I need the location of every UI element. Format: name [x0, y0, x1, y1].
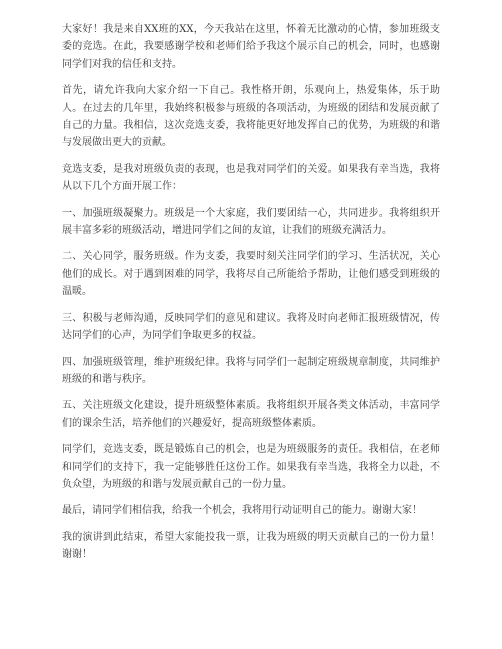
paragraph-point-3: 三、积极与老师沟通，反映同学们的意见和建议。我将及时向老师汇报班级情况，传达同学们的心声，为同学们争取更多的权益。 — [62, 312, 440, 342]
paragraph-greeting: 大家好！我是来自XX班的XX，今天我站在这里，怀着无比激动的心情，参加班级支委的竞选。在此，我要感谢学校和老师们给予我这个展示自己的机会，同时，也感谢同学们对我的信任和支持。 — [62, 24, 440, 70]
paragraph-self-introduction: 首先，请允许我向大家介绍一下自己。我性格开朗，乐观向上，热爱集体，乐于助人。在过去的几年里，我始终积极参与班级的各项活动，为班级的团结和发展贡献了自己的力量。我相信，这次竞选支委，我将能更好地发挥自己的优势，为班级的和谐与发展做出更大的贡献。 — [62, 85, 440, 149]
paragraph-commitment: 同学们，竞选支委，既是锻炼自己的机会，也是为班级服务的责任。我相信，在老师和同学们的支持下，我一定能够胜任这份工作。如果我有幸当选，我将全力以赴，不负众望，为班级的和谐与发展贡献自己的一份力量。 — [62, 444, 440, 490]
paragraph-point-1: 一、加强班级凝聚力。班级是一个大家庭，我们要团结一心，共同进步。我将组织开展丰富多彩的班级活动，增进同学们之间的友谊，让我们的班级充满活力。 — [62, 207, 440, 237]
paragraph-motivation: 竞选支委，是我对班级负责的表现，也是我对同学们的关爱。如果我有幸当选，我将从以下几个方面开展工作： — [62, 163, 440, 193]
paragraph-point-2: 二、关心同学，服务班级。作为支委，我要时刻关注同学们的学习、生活状况，关心他们的成长。对于遇到困难的同学，我将尽自己所能给予帮助，让他们感受到班级的温暖。 — [62, 251, 440, 298]
paragraph-point-4: 四、加强班级管理，维护班级纪律。我将与同学们一起制定班级规章制度，共同维护班级的和谐与秩序。 — [62, 356, 440, 385]
paragraph-thanks: 我的演讲到此结束，希望大家能投我一票，让我为班级的明天贡献自己的一份力量！谢谢！ — [62, 531, 440, 561]
speech-body — [62, 21, 440, 573]
paragraph-closing-request: 最后，请同学们相信我，给我一个机会，我将用行动证明自己的能力。谢谢大家！ — [62, 505, 422, 517]
paragraph-point-5: 五、关注班级文化建设，提升班级整体素质。我将组织开展各类文体活动，丰富同学们的课余生活，培养他们的兴趣爱好，提高班级整体素质。 — [62, 400, 440, 429]
